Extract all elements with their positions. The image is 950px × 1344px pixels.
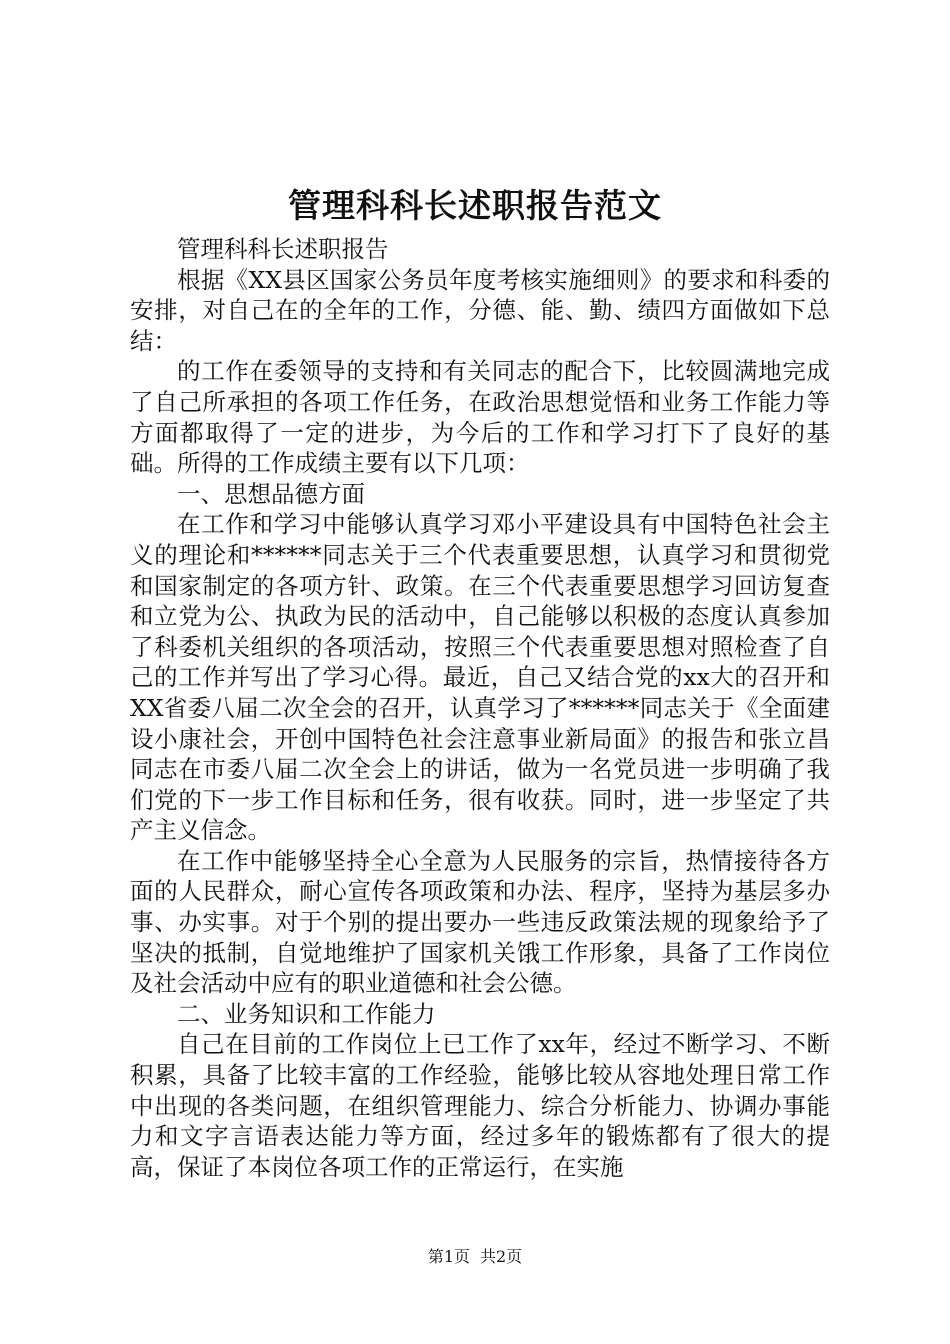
document-title: 管理科科长述职报告范文 [288,186,662,225]
page-number: 第1页 [427,1247,470,1266]
paragraph-service: 在工作中能够坚持全心全意为人民服务的宗旨，热情接待各方面的人民群众，耐心宣传各项政策和办法、程序，坚持为基层多办事、办实事。对于个别的提出要办一些违反政策法规的现象给予了坚决的抵制，自觉地维护了国家机关饿工作形象，具备了工作岗位及社会活动中应有的职业道德和社会公德。 [130,846,830,998]
page-total: 共2页 [480,1247,523,1266]
paragraph-summary: 的工作在委领导的支持和有关同志的配合下，比较圆满地完成了自己所承担的各项工作任务，在政治思想觉悟和业务工作能力等方面都取得了一定的进步，为今后的工作和学习打下了良好的基础。所得的工作成绩主要有以下几项： [130,357,830,478]
paragraph-experience: 自己在目前的工作岗位上已工作了xx年，经过不断学习、不断积累，具备了比较丰富的工作经验，能够比较从容地处理日常工作中出现的各类问题，在组织管理能力、综合分析能力、协调办事能力和文字言语表达能力等方面，经过多年的锻炼都有了很大的提高，保证了本岗位各项工作的正常运行，在实施 [130,1030,830,1181]
section-heading-ability: 二、业务知识和工作能力 [177,999,436,1028]
document-body [130,234,830,1182]
paragraph-intro: 根据《XX县区国家公务员年度考核实施细则》的要求和科委的安排，对自己在的全年的工作，分德、能、勤、绩四方面做如下总结： [130,265,830,355]
paragraph-subtitle: 管理科科长述职报告 [177,235,389,263]
paragraph-study: 在工作和学习中能够认真学习邓小平建设具有中国特色社会主义的理论和******同志关于三个代表重要思想，认真学习和贯彻党和国家制定的各项方针、政策。在三个代表重要思想学习回访复查和立党为公、执政为民的活动中，自己能够以积极的态度认真参加了科委机关组织的各项活动，按照三个代表重要思想对照检查了自己的工作并写出了学习心得。最近，自己又结合党的xx大的召开和XX省委八届二次全会的召开，认真学习了******同志关于《全面建设小康社会，开创中国特色社会注意事业新局面》的报告和张立昌同志在市委八届二次全会上的讲话，做为一名党员进一步明确了我们党的下一步工作目标和任务，很有收获。同时，进一步坚定了共产主义信念。 [130,510,830,845]
section-heading-ethics: 一、思想品德方面 [177,479,365,508]
page-footer [0,1244,950,1267]
